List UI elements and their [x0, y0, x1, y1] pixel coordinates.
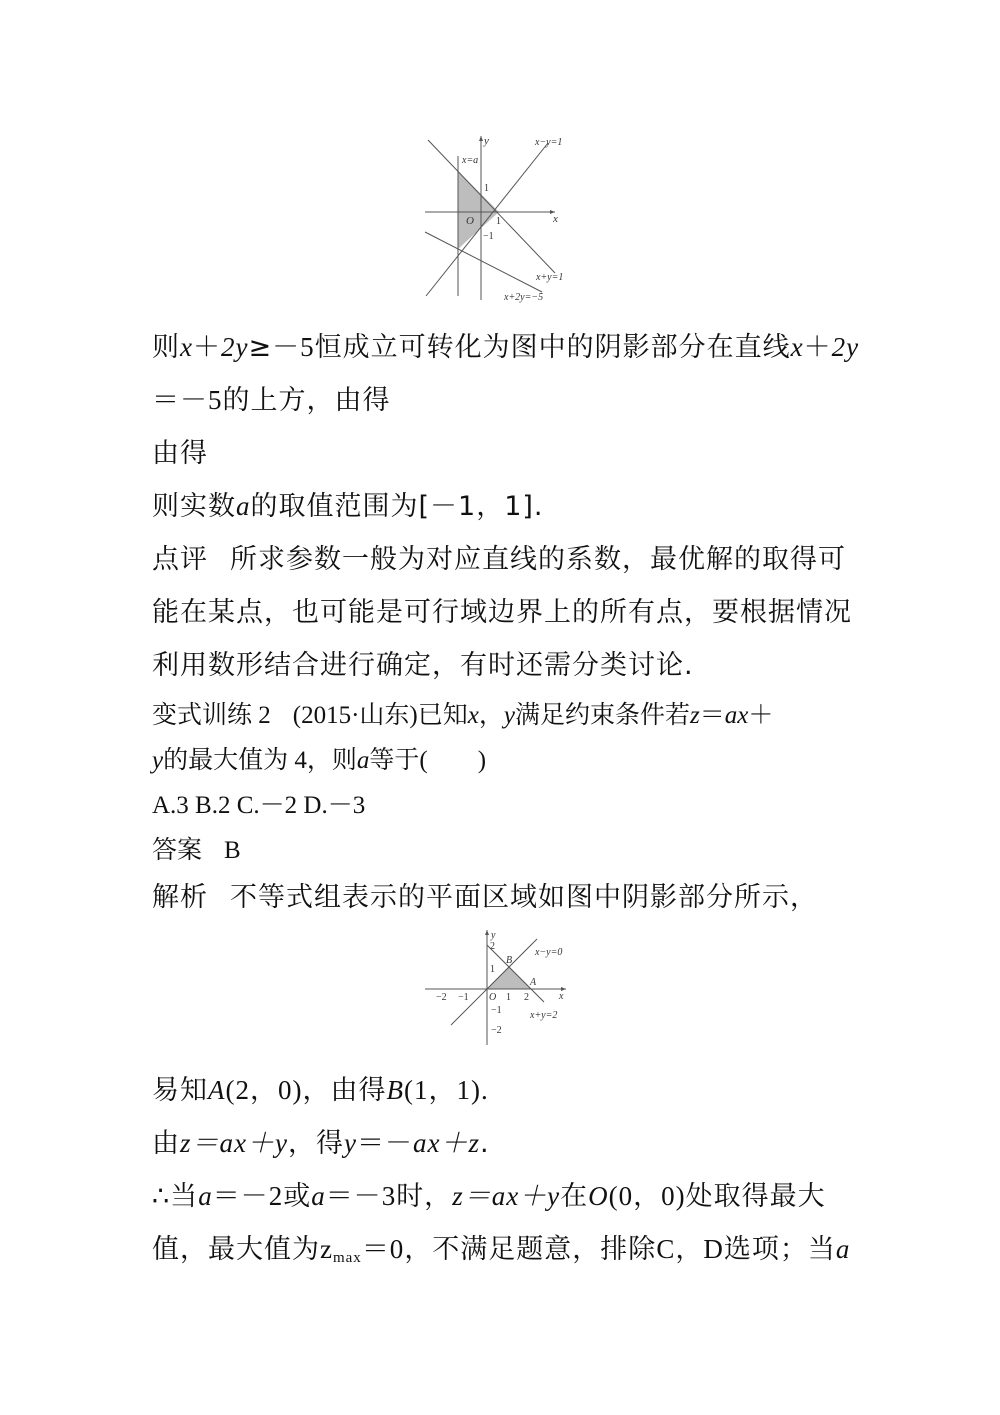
fig1-one-x-label: 1 — [496, 216, 501, 227]
fig2-two-label: 2 — [490, 941, 495, 952]
fig1-y-label: y — [484, 135, 489, 147]
exercise-var-a: a — [356, 747, 370, 774]
sol2-text-3: ＝－ — [356, 1128, 413, 1159]
comment-label: 点评 — [152, 544, 208, 575]
exercise-line-1 — [152, 695, 773, 731]
y-axis-arrow-2 — [485, 930, 489, 935]
sol4-expr-D: D — [703, 1234, 724, 1264]
solution-line-1 — [152, 1068, 489, 1107]
sol3-expr-1: a — [198, 1181, 213, 1211]
p4-text-2: 的取值范围为[－1，1]. — [250, 491, 544, 522]
sol3-text-1: ∴当 — [152, 1181, 199, 1212]
exercise-var-y2: y — [152, 747, 164, 774]
p1-expr-3: 5 — [300, 332, 315, 362]
p3-text-1: 由得 — [152, 438, 208, 469]
sol4-expr-z: z — [320, 1234, 333, 1264]
analysis-label: 解析 — [152, 882, 208, 913]
sol4-text-1: 值，最大值为 — [152, 1234, 320, 1265]
figure-1-svg — [420, 128, 585, 308]
figure-2-svg — [420, 925, 580, 1050]
p1-text-4: 恒成立可转化为图中的阴影部分在直线 — [314, 332, 791, 363]
y-axis-arrow — [479, 136, 483, 141]
fig2-x-one-label: 1 — [506, 992, 511, 1003]
p1-text-2: ＋ — [192, 332, 221, 362]
sol2-text-2: ，得 — [287, 1128, 344, 1159]
solution-line-3 — [152, 1174, 826, 1213]
sol2-text-1: 由 — [152, 1128, 180, 1159]
sol4-expr-a: a — [835, 1234, 851, 1264]
p1-text-5: ＋ — [803, 332, 832, 362]
paragraph-1-line-2 — [152, 378, 391, 417]
figure-2 — [420, 925, 580, 1050]
p1-expr-2: 2y — [220, 332, 249, 362]
exercise-plus: ＋ — [748, 702, 774, 729]
fig2-x-minus-y-label: x−y=0 — [535, 947, 563, 958]
sol3-text-6: 在 — [560, 1181, 589, 1212]
exercise-eq: ＝ — [699, 702, 725, 729]
fig2-y-label: y — [491, 930, 496, 941]
exercise-text-e: 满足约束条件若 — [515, 702, 691, 729]
paragraph-2 — [152, 431, 208, 470]
exercise-comma: ， — [478, 702, 504, 729]
fig1-one-label: 1 — [484, 183, 489, 194]
fig1-x-plus-2y-label: x+2y=−5 — [504, 292, 544, 303]
answer-value: B — [224, 837, 241, 864]
sol4-text-3: ， — [675, 1234, 704, 1265]
exercise-line-2 — [152, 740, 486, 776]
sol3-expr-6: O — [588, 1181, 609, 1211]
exercise-options: A.3 B.2 C.－2 D.－3 — [152, 792, 366, 819]
paragraph-3 — [152, 484, 544, 523]
fig1-x-eq-a-label: x=a — [462, 155, 479, 166]
fig1-x-plus-y-label: x+y=1 — [536, 272, 564, 283]
exercise-label: 变式训练 2 — [152, 702, 271, 729]
sol3-text-7: 处取得最大 — [685, 1181, 826, 1212]
fig2-x-label: x — [559, 991, 564, 1002]
sol3-expr-3: a — [311, 1181, 326, 1211]
sol3-expr-2: 2 — [268, 1181, 284, 1211]
solution-line-2 — [152, 1121, 490, 1160]
sol2-expr-2: y — [343, 1128, 357, 1158]
sol3-text-5: 时， — [396, 1181, 453, 1212]
fig2-y-neg-two-label: −2 — [491, 1025, 502, 1036]
fig2-origin-label: O — [489, 992, 497, 1003]
fig2-B-label: B — [506, 955, 513, 966]
fig2-x-two-label: 2 — [524, 992, 529, 1003]
fig2-x-plus-y-label: x+y=2 — [530, 1010, 558, 1021]
exercise-var-x: x — [467, 702, 479, 729]
p1-expr-1: x — [180, 332, 193, 362]
sol3-expr-4: 3 — [381, 1181, 397, 1211]
p2-expr-1: 5 — [208, 385, 223, 415]
analysis-text: 不等式组表示的平面区域如图中阴影部分所示， — [230, 882, 818, 913]
p1-text-1: 则 — [152, 332, 180, 363]
sol3-text-3: 或 — [283, 1181, 312, 1212]
fig2-neg-one-label: −1 — [458, 992, 469, 1003]
sol1-point-A: A — [208, 1075, 226, 1105]
exercise-text-a: 已知 — [417, 702, 468, 729]
fig2-one-label: 1 — [490, 964, 495, 975]
comment-line-2 — [152, 590, 852, 629]
fig2-A-label: A — [530, 977, 537, 988]
p2-text-2: 的上方，由得 — [222, 385, 391, 416]
fig1-minus-one-label: −1 — [483, 231, 494, 242]
fig2-neg-two-label: −2 — [436, 992, 447, 1003]
p2-text-1: ＝－ — [152, 385, 208, 416]
p1-expr-5: 2y — [831, 332, 860, 362]
sol3-expr-7: (0，0) — [608, 1181, 686, 1211]
exercise-var-y: y — [503, 702, 515, 729]
figure-1 — [420, 128, 585, 308]
exercise-var-ax: ax — [724, 702, 749, 729]
sol1-text-1: 易知 — [152, 1075, 208, 1106]
sol1-text-3: (1，1). — [403, 1075, 489, 1105]
sol4-expr-C: C — [656, 1234, 676, 1264]
exercise-text-b: 的最大值为 4，则 — [163, 747, 357, 774]
sol2-expr-3: ax＋z — [412, 1128, 480, 1158]
sol1-point-B: B — [386, 1075, 404, 1105]
comment-text-3: 利用数形结合进行确定，有时还需分类讨论. — [152, 650, 694, 681]
sol4-expr-eq: ＝0 — [361, 1234, 405, 1264]
fig2-y-neg-one-label: −1 — [491, 1005, 502, 1016]
paragraph-1-line-1 — [152, 325, 859, 364]
sol4-sub-max: max — [332, 1250, 362, 1266]
sol4-text-2: ，不满足题意，排除 — [404, 1234, 657, 1265]
comment-line-1 — [152, 537, 846, 576]
fig1-origin-label: O — [466, 215, 474, 227]
sol3-text-2: ＝－ — [212, 1181, 269, 1212]
line-x-plus-y-eq-1 — [428, 140, 555, 273]
exercise-source: (2015·山东) — [292, 702, 418, 729]
comment-text-1: 所求参数一般为对应直线的系数，最优解的取得可 — [230, 544, 846, 575]
p4-text-1: 则实数 — [152, 491, 236, 522]
sol3-text-4: ＝－ — [325, 1181, 382, 1212]
answer-line — [152, 830, 241, 866]
p1-text-3: ≥－ — [248, 332, 301, 363]
analysis-line — [152, 875, 818, 914]
sol2-text-4: . — [479, 1128, 490, 1159]
exercise-var-z: z — [690, 702, 700, 729]
sol4-text-4: 选项；当 — [723, 1234, 836, 1265]
fig1-x-minus-y-label: x−y=1 — [535, 137, 563, 148]
p1-expr-4: x — [790, 332, 804, 362]
sol3-expr-5: z＝ax＋y — [452, 1181, 561, 1211]
comment-text-2: 能在某点，也可能是可行域边界上的所有点，要根据情况 — [152, 597, 852, 628]
comment-line-3 — [152, 643, 694, 682]
exercise-text-d: 等于( ) — [369, 747, 487, 774]
sol1-text-2: (2，0)，由得 — [225, 1075, 387, 1105]
solution-line-4 — [152, 1227, 850, 1267]
p4-expr-1: a — [236, 491, 251, 521]
sol2-expr-1: z＝ax＋y — [180, 1128, 288, 1158]
fig1-x-label: x — [553, 213, 558, 225]
line-x-minus-y-eq-1 — [426, 143, 548, 296]
answer-label: 答案 — [152, 837, 203, 864]
